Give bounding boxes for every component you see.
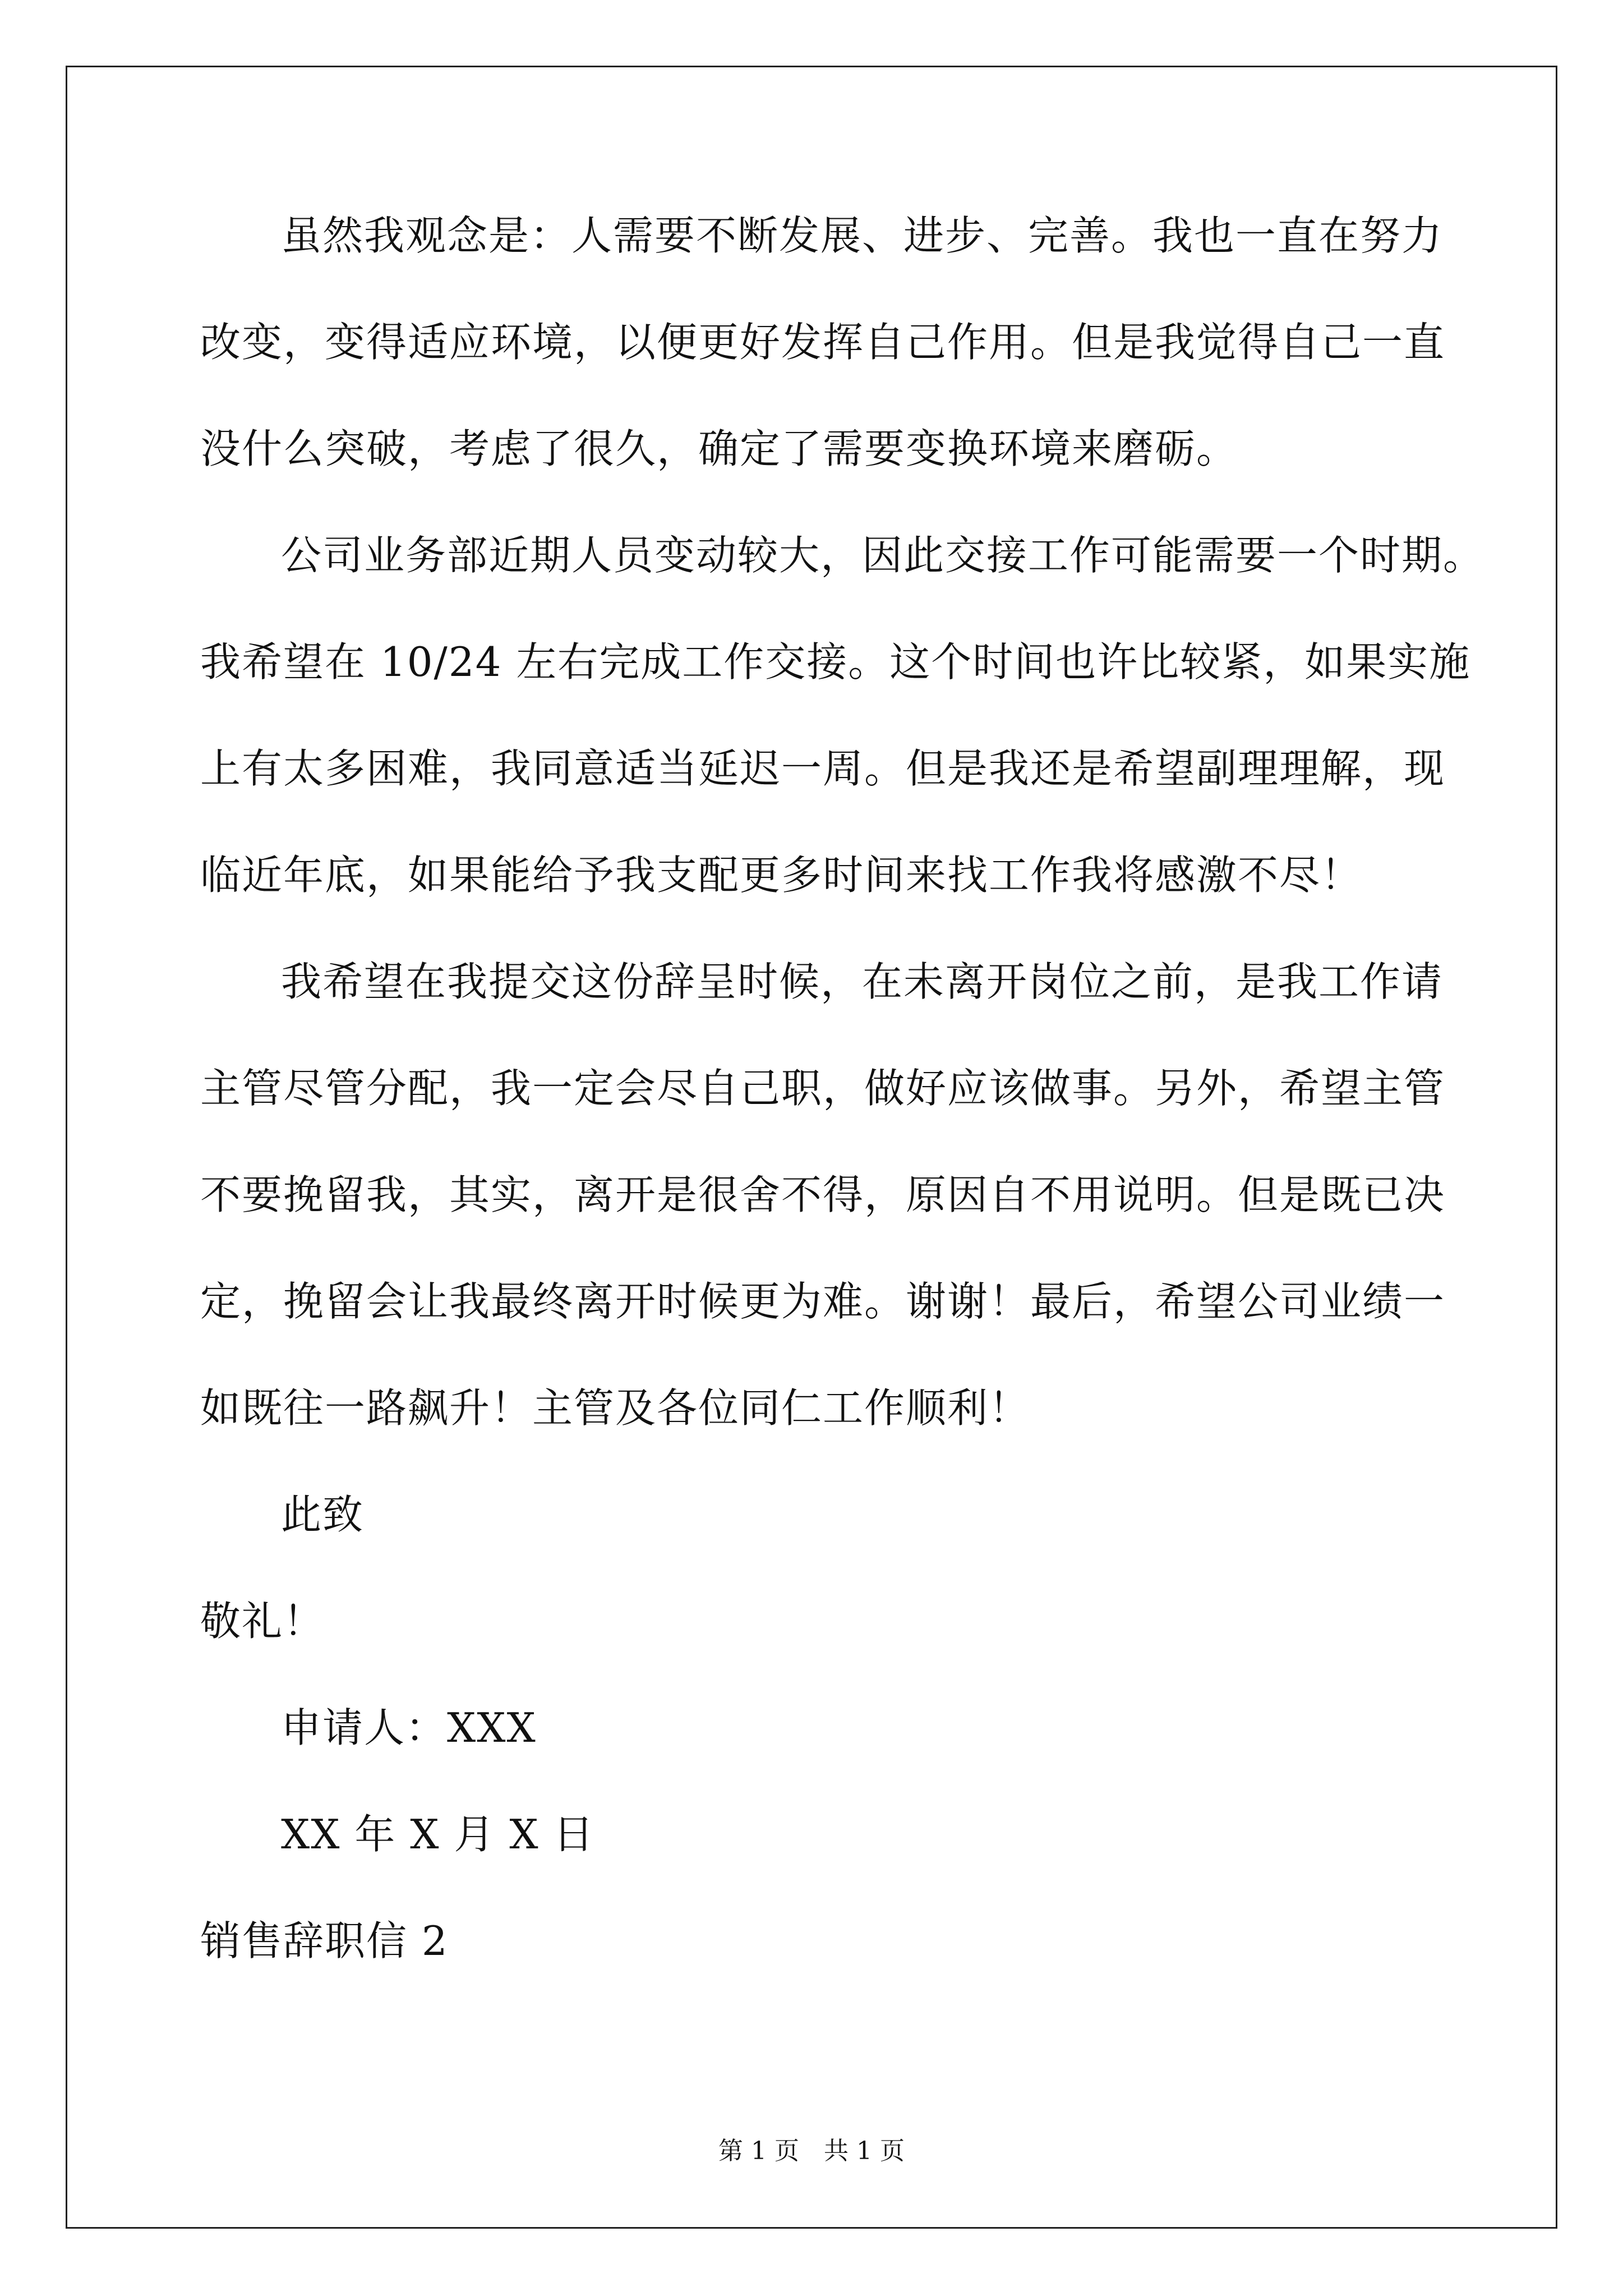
paragraph-3-line-5: 如既往一路飙升！主管及各位同仁工作顺利！ — [200, 1384, 1031, 1432]
paragraph-2-line-1: 公司业务部近期人员变动较大，因此交接工作可能需要一个时期。 — [281, 532, 1485, 579]
applicant: 申请人：XXX — [281, 1704, 537, 1751]
paragraph-1-line-1: 虽然我观念是：人需要不断发展、进步、完善。我也一直在努力 — [281, 212, 1444, 259]
paragraph-2-line-2: 我希望在 10/24 左右完成工作交接。这个时间也许比较紧，如果实施 — [200, 638, 1471, 685]
paragraph-2-line-3: 上有太多困难，我同意适当延迟一周。但是我还是希望副理理解，现 — [200, 745, 1446, 792]
paragraph-3-line-1: 我希望在我提交这份辞呈时候，在未离开岗位之前，是我工作请 — [281, 958, 1444, 1005]
date: XX 年 X 月 X 日 — [281, 1811, 595, 1858]
page-border — [66, 66, 1557, 2229]
next-section-title: 销售辞职信 2 — [200, 1917, 449, 1964]
paragraph-1-line-3: 没什么突破，考虑了很久，确定了需要变换环境来磨砺。 — [200, 425, 1238, 472]
closing: 此致 — [281, 1491, 365, 1538]
paragraph-1-line-2: 改变，变得适应环境，以便更好发挥自己作用。但是我觉得自己一直 — [200, 319, 1446, 366]
paragraph-2-line-4: 临近年底，如果能给予我支配更多时间来找工作我将感激不尽！ — [200, 852, 1363, 899]
paragraph-3-line-4: 定，挽留会让我最终离开时候更为难。谢谢！最后，希望公司业绩一 — [200, 1278, 1446, 1325]
salutation: 敬礼！ — [200, 1598, 325, 1645]
paragraph-3-line-3: 不要挽留我，其实，离开是很舍不得，原因自不用说明。但是既已决 — [200, 1171, 1446, 1218]
paragraph-3-line-2: 主管尽管分配，我一定会尽自己职，做好应该做事。另外，希望主管 — [200, 1065, 1446, 1112]
page-footer: 第 1 页 共 1 页 — [718, 2137, 905, 2165]
